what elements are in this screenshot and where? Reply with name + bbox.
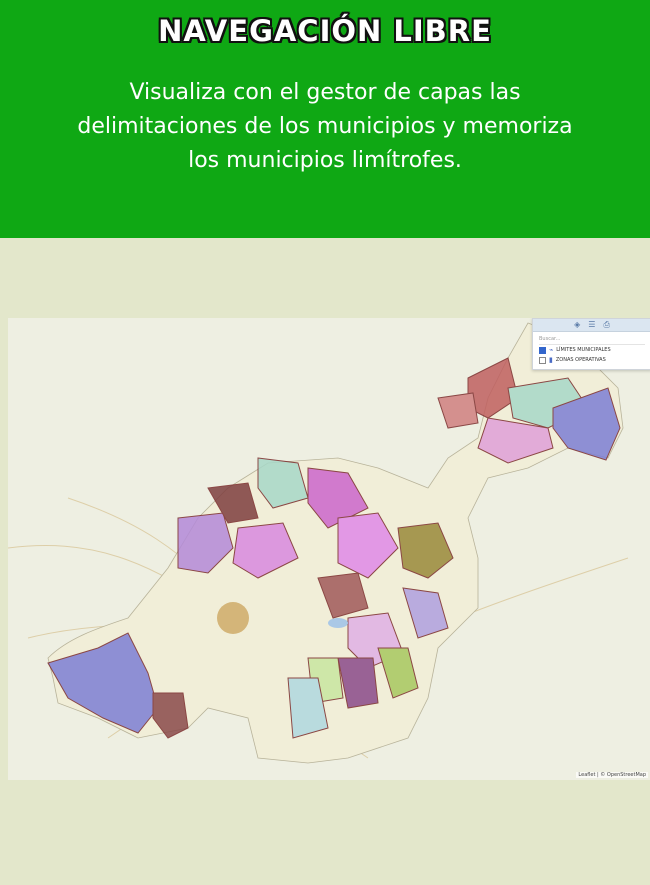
polygon-layer-icon: ⌁	[549, 346, 554, 354]
header-banner	[0, 0, 650, 238]
layer-manager-panel[interactable]	[532, 318, 650, 370]
print-icon[interactable]: ⎙	[603, 320, 610, 329]
layer-checkbox[interactable]	[539, 357, 546, 364]
map-view[interactable]	[8, 318, 650, 780]
map-canvas[interactable]	[8, 318, 650, 780]
layer-panel-toolbar	[533, 319, 650, 332]
layer-checkbox[interactable]	[539, 347, 546, 354]
layer-label: LÍMITES MUNICIPALES	[556, 347, 611, 353]
city-area	[217, 602, 249, 634]
page-title: NAVEGACIÓN LIBRE	[158, 14, 492, 48]
layer-search-input[interactable]: Buscar...	[539, 336, 645, 345]
layers-icon[interactable]: ◈	[574, 320, 581, 329]
page-subtitle: Visualiza con el gestor de capas las delimitaciones de los municipios y memoriza los municipios limítrofes.	[77, 80, 573, 173]
reservoir	[328, 618, 348, 628]
layer-row-limites[interactable]	[539, 345, 650, 355]
layer-row-zonas[interactable]	[539, 355, 650, 365]
municipality-polygon[interactable]	[438, 393, 478, 428]
map-attribution[interactable]: Leaflet | © OpenStreetMap	[578, 772, 646, 778]
layer-label: ZONAS OPERATIVAS	[555, 357, 606, 363]
bar-layer-icon: ▮	[549, 356, 553, 364]
list-icon[interactable]: ☰	[588, 320, 596, 329]
